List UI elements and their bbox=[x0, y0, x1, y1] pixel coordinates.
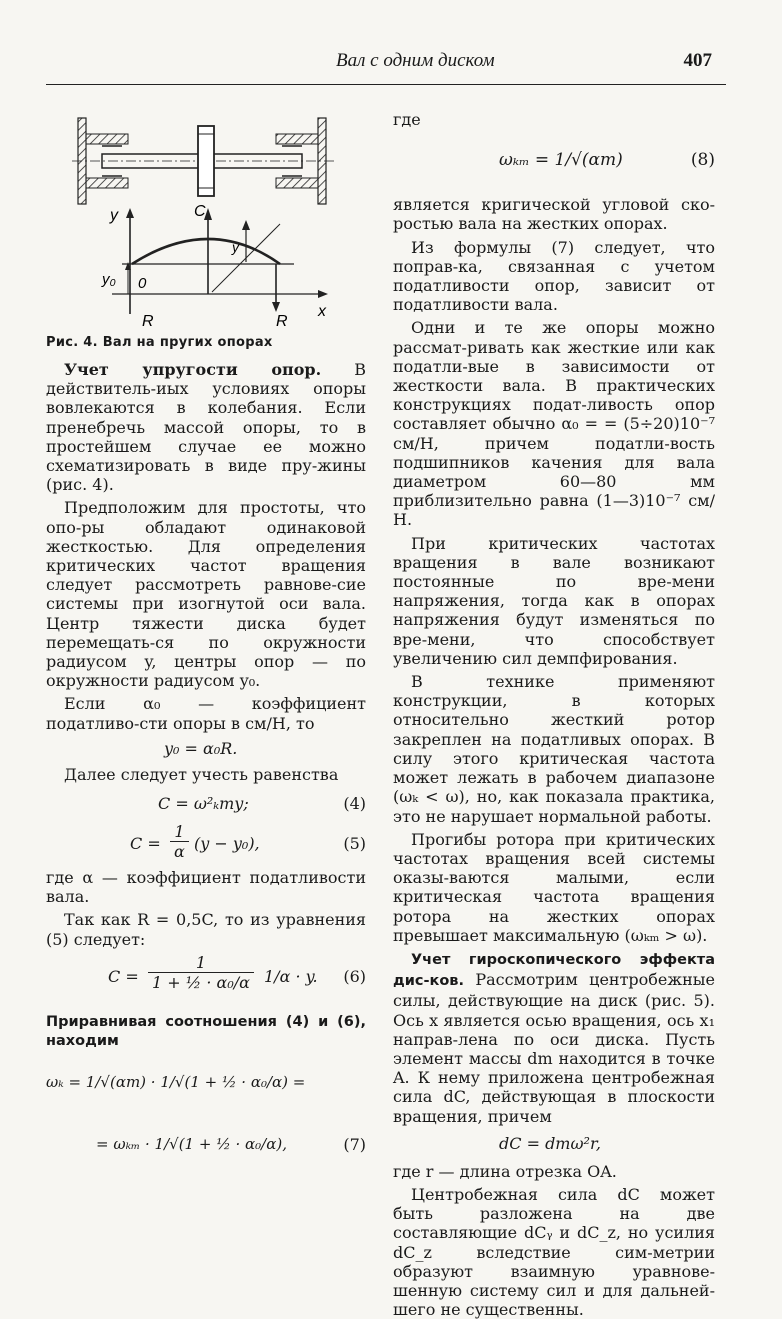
paragraph: Одни и те же опоры можно рассмат-ривать как жесткие или как податли-вые в зависимости от жесткости вала. В практических конструкциях подат-ливость опор составляет обычно α₀ = = (5÷20)10⁻⁷ см/Н, причем податли-вость подшипников качения для вала диаметром 60—80 мм приблизительно равна (1—3)10⁻⁷ см/Н. bbox=[393, 318, 715, 530]
equation-7b: = ωₖₘ · 1/√(1 + ½ · α₀/α), (7) bbox=[96, 1135, 366, 1155]
paragraph: При критических частотах вращения в вале возникают постоянные по вре-мени напряжения, тогда как в опорах напряжения будут изменяться по вре-мени, что способствует увеличению сил демпфирования. bbox=[393, 533, 715, 668]
paragraph: Так как R = 0,5C, то из уравнения (5) следует: bbox=[46, 910, 366, 949]
deflection-curve bbox=[132, 239, 280, 264]
paragraph: Учет гироскопического эффекта дис-ков. Рассмотрим центробежные силы, действующие на диск (рис. 5). Ось x является осью вращения, ось x₁ направ-лена по оси диска. Пусть элемент массы dm находится в точке A. К нему приложена центробежная сила dC, действующая в плоскости вращения, причем bbox=[393, 951, 715, 1126]
paragraph: Из формулы (7) следует, что поправ-ка, связанная с учетом податливости опор, зависит от податливости вала. bbox=[393, 237, 715, 315]
equation-7a: ωₖ = 1/√(αm) · 1/√(1 + ½ · α₀/α) = bbox=[46, 1073, 306, 1092]
equation-6: C = $\frac{1}{\text{1 + ½ · α₀/α}}$ 1/α · y. (6) bbox=[108, 952, 366, 993]
label-C: C bbox=[194, 203, 206, 220]
equation-dC: dC = dmω²r, bbox=[499, 1133, 601, 1153]
paragraph: Учет упругости опор. В действитель-иых условиях опоры вовлекаются в колебания. Если пренебречь массой опоры, то в простейшем случае ее можно схематизировать в виде пру-жины (рис. 4). bbox=[46, 360, 366, 495]
equation-8: ωₖₘ = 1/√(αm) (8) bbox=[499, 150, 715, 171]
right-column bbox=[393, 110, 715, 1319]
equation-y0: y₀ = α₀R. bbox=[164, 738, 238, 758]
left-column bbox=[46, 360, 366, 1175]
label-y0: y₀ bbox=[102, 271, 116, 288]
paragraph: В технике применяют конструкции, в которых относительно жесткий ротор закреплен на податливых опорах. В силу этого критическая частота может лежать в рабочем диапазоне (ωₖ < ω), но, как показала практика, это не нарушает нормальной работы. bbox=[393, 672, 715, 826]
paragraph: Предположим для простоты, что опо-ры обладают одинаковой жесткостью. Для определения критических частот вращения следует рассмотреть равнове-сие системы при изогнутой оси вала. Центр тяжести диска будет перемещать-ся по окружности радиусом y, центры опор — по окружности радиусом y₀. bbox=[46, 498, 366, 691]
figure-caption: Рис. 4. Вал на пругих опорах bbox=[46, 335, 273, 350]
paragraph: Центробежная сила dC может быть разложена на две составляющие dCᵧ и dC_z, но усилия dC_z вследствие сим-метрии образуют взаимную уравнове-шенную систему сил и для дальней-шего не существенны. bbox=[393, 1184, 715, 1319]
disk bbox=[198, 126, 214, 196]
equation-5: C = $\frac{1}{\alpha}$ (y − y₀), (5) bbox=[130, 822, 366, 862]
label-y: y bbox=[110, 207, 118, 224]
paragraph: Если α₀ — коэффициент податливо-сти опоры в см/Н, то bbox=[46, 694, 366, 733]
label-R-right: R bbox=[276, 313, 288, 330]
paragraph: Прогибы ротора при критических частотах вращения всей системы оказы-ваются малыми, если критическая частота вращения ротора на жестких опорах превышает максимальную (ωₖₘ > ω). bbox=[393, 829, 715, 945]
figure-shaft-elastic-supports bbox=[62, 112, 342, 334]
label-y-inner: y bbox=[232, 239, 239, 255]
label-O: 0 bbox=[138, 275, 147, 292]
page-number: 407 bbox=[683, 50, 712, 71]
paragraph: Приравнивая соотношения (4) и (6), находим bbox=[46, 1013, 366, 1050]
running-title: Вал с одним диском bbox=[336, 50, 495, 71]
equation-4: C = ω²ₖmy; (4) bbox=[158, 794, 366, 814]
paragraph: где r — длина отрезка OA. bbox=[393, 1161, 617, 1181]
paragraph: где bbox=[393, 110, 421, 129]
page-header bbox=[46, 44, 726, 85]
label-R-left: R bbox=[142, 313, 154, 330]
paragraph: где α — коэффициент податливости вала. bbox=[46, 868, 366, 907]
label-x: x bbox=[318, 303, 326, 320]
paragraph: Далее следует учесть равенства bbox=[64, 764, 339, 784]
paragraph: является кригической угловой ско-ростью вала на жестких опорах. bbox=[393, 195, 715, 234]
